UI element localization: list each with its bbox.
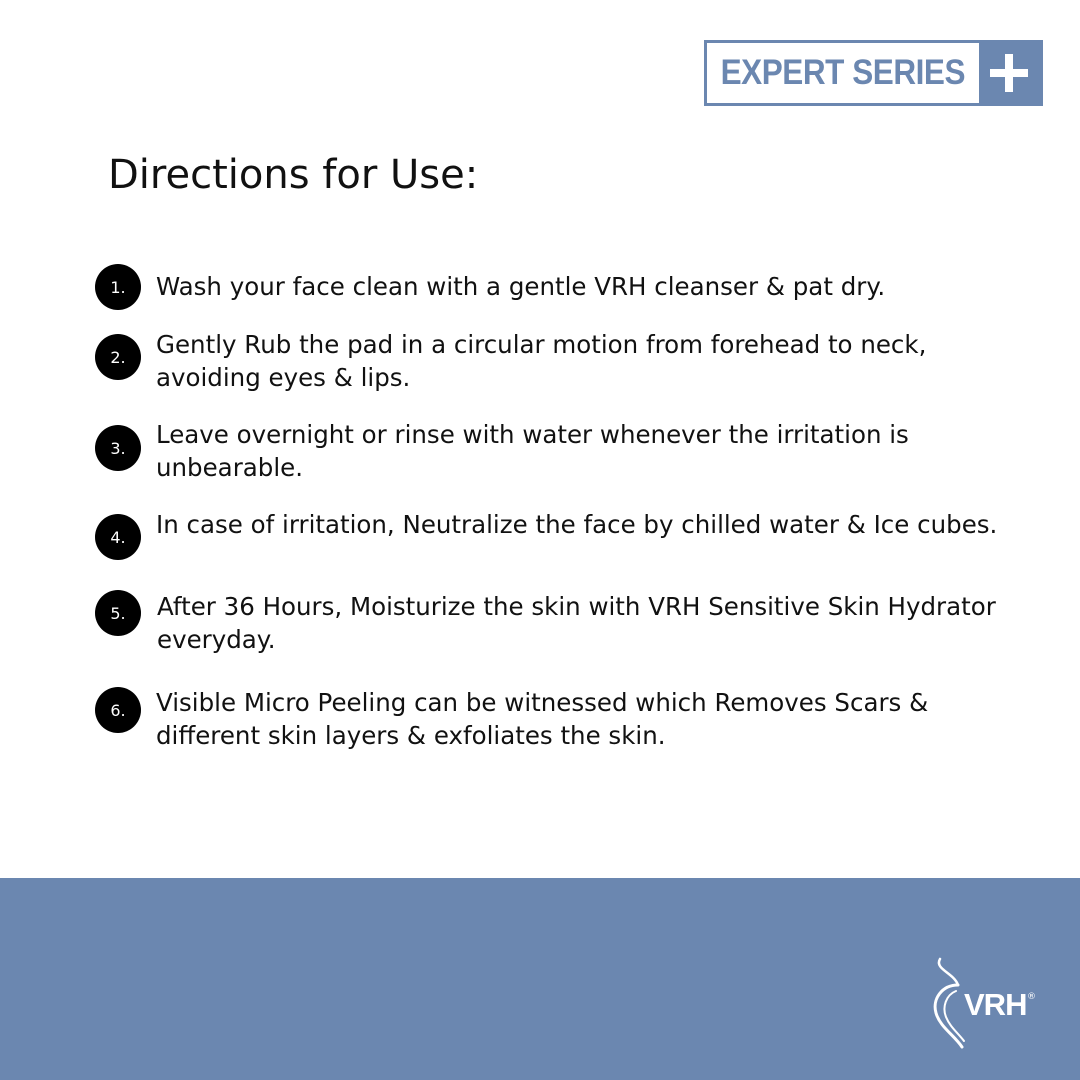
badge-label: EXPERT SERIES [720,53,966,92]
step-text: In case of irritation, Neutralize the face by chilled water & Ice cubes. [156,510,998,539]
step-text: Gently Rub the pad in a circular motion from forehead to neck, avoiding eyes & lips. [156,330,927,392]
step-text: Wash your face clean with a gentle VRH cleanser & pat dry. [156,272,886,301]
step-text: Leave overnight or rinse with water whenever the irritation is unbearable. [156,420,909,482]
step-text: After 36 Hours, Moisturize the skin with VRH Sensitive Skin Hydrator everyday. [157,592,996,654]
step-number: 3. [95,425,141,471]
plus-icon [979,43,1040,103]
expert-series-badge [704,40,1043,106]
footer-band [0,878,1080,1080]
registered-mark: ® [1027,992,1036,1002]
step-number: 2. [95,334,141,380]
vrh-logo-text: VRH [964,987,1027,1022]
step-number: 1. [95,264,141,310]
step-number: 6. [95,687,141,733]
step-number: 5. [95,590,141,636]
page-title: Directions for Use: [108,152,479,198]
step-number: 4. [95,514,141,560]
step-text: Visible Micro Peeling can be witnessed which Removes Scars & different skin layers & exfoliates the skin. [156,688,929,750]
